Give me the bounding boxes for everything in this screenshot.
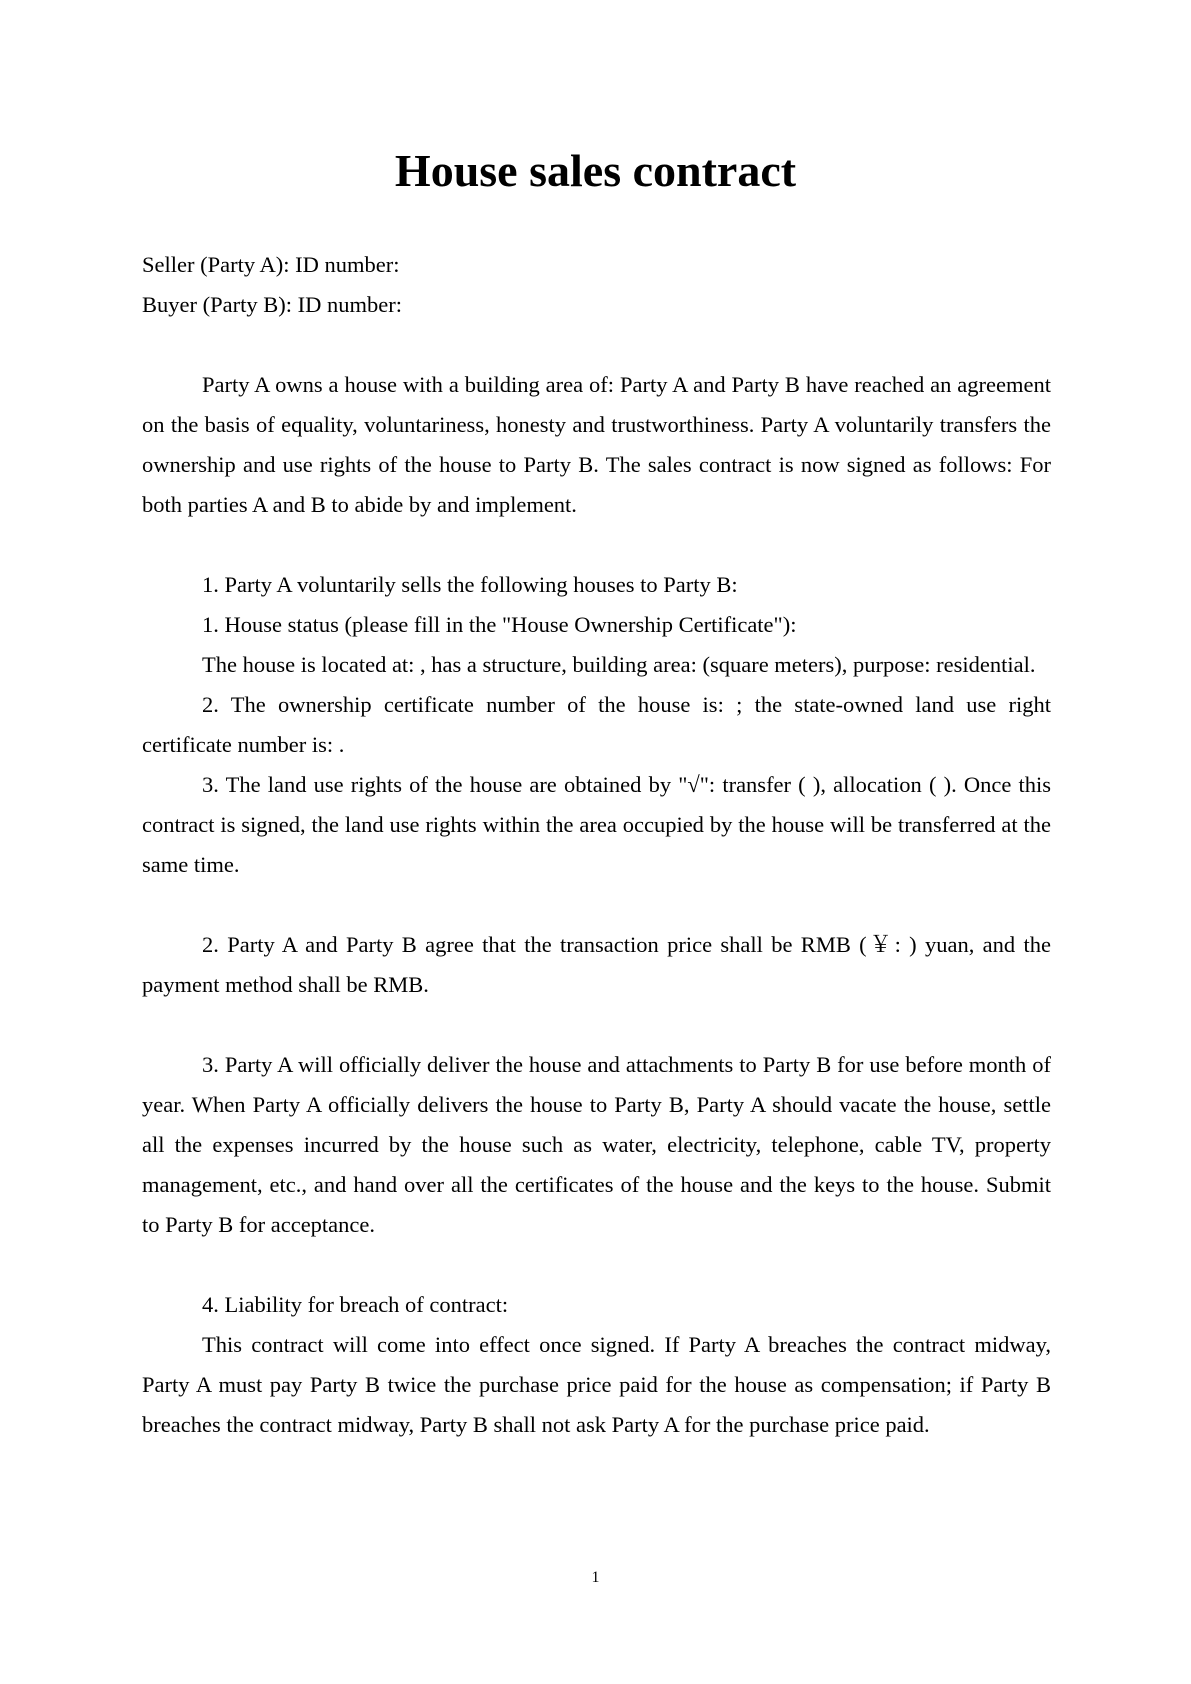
spacer: [142, 1245, 1051, 1285]
section-2-paragraph: 2. Party A and Party B agree that the transaction price shall be RMB (￥: ) yuan, and the payment method shall be RMB.: [142, 932, 1051, 997]
section-1-item-1-detail: The house is located at: , has a structure, building area: (square meters), purpose: residential.: [202, 652, 1036, 677]
section-1-item-1: 1. House status (please fill in the "House Ownership Certificate"):: [202, 612, 797, 637]
intro-paragraph: Party A owns a house with a building area of: Party A and Party B have reached an agreement on the basis of equality, voluntariness, honesty and trustworthiness. Party A voluntarily transfers the ownership and use rights of the house to Party B. The sales contract is now signed as follows: For both parties A and B to abide by and implement.: [142, 372, 1051, 517]
section-1-heading: 1. Party A voluntarily sells the following houses to Party B:: [202, 572, 738, 597]
section-1-item-2: 2. The ownership certificate number of the house is: ; the state-owned land use right certificate number is: .: [142, 692, 1051, 757]
spacer: [142, 885, 1051, 925]
seller-line: Seller (Party A): ID number:: [142, 252, 400, 277]
document-title: House sales contract: [394, 145, 797, 196]
section-1-item-3: 3. The land use rights of the house are obtained by "√": transfer ( ), allocation ( ). Once this contract is signed, the land use rights within the area occupied by the house will be transferred at the same time.: [142, 772, 1051, 877]
spacer: [142, 1005, 1051, 1045]
section-3-paragraph: 3. Party A will officially deliver the house and attachments to Party B for use before month of year. When Party A officially delivers the house to Party B, Party A should vacate the house, settle all the expenses incurred by the house such as water, electricity, telephone, cable TV, property management, etc., and hand over all the certificates of the house and the keys to the house. Submit to Party B for acceptance.: [142, 1052, 1051, 1237]
buyer-line: Buyer (Party B): ID number:: [142, 292, 402, 317]
document-body: [142, 245, 1051, 1445]
section-4-heading: 4. Liability for breach of contract:: [202, 1292, 509, 1317]
section-4-paragraph: This contract will come into effect once signed. If Party A breaches the contract midway, Party A must pay Party B twice the purchase price paid for the house as compensation; if Party B breaches the contract midway, Party B shall not ask Party A for the purchase price paid.: [142, 1332, 1051, 1437]
spacer: [142, 325, 1051, 365]
spacer: [142, 525, 1051, 565]
page-number: 1: [591, 1569, 600, 1586]
